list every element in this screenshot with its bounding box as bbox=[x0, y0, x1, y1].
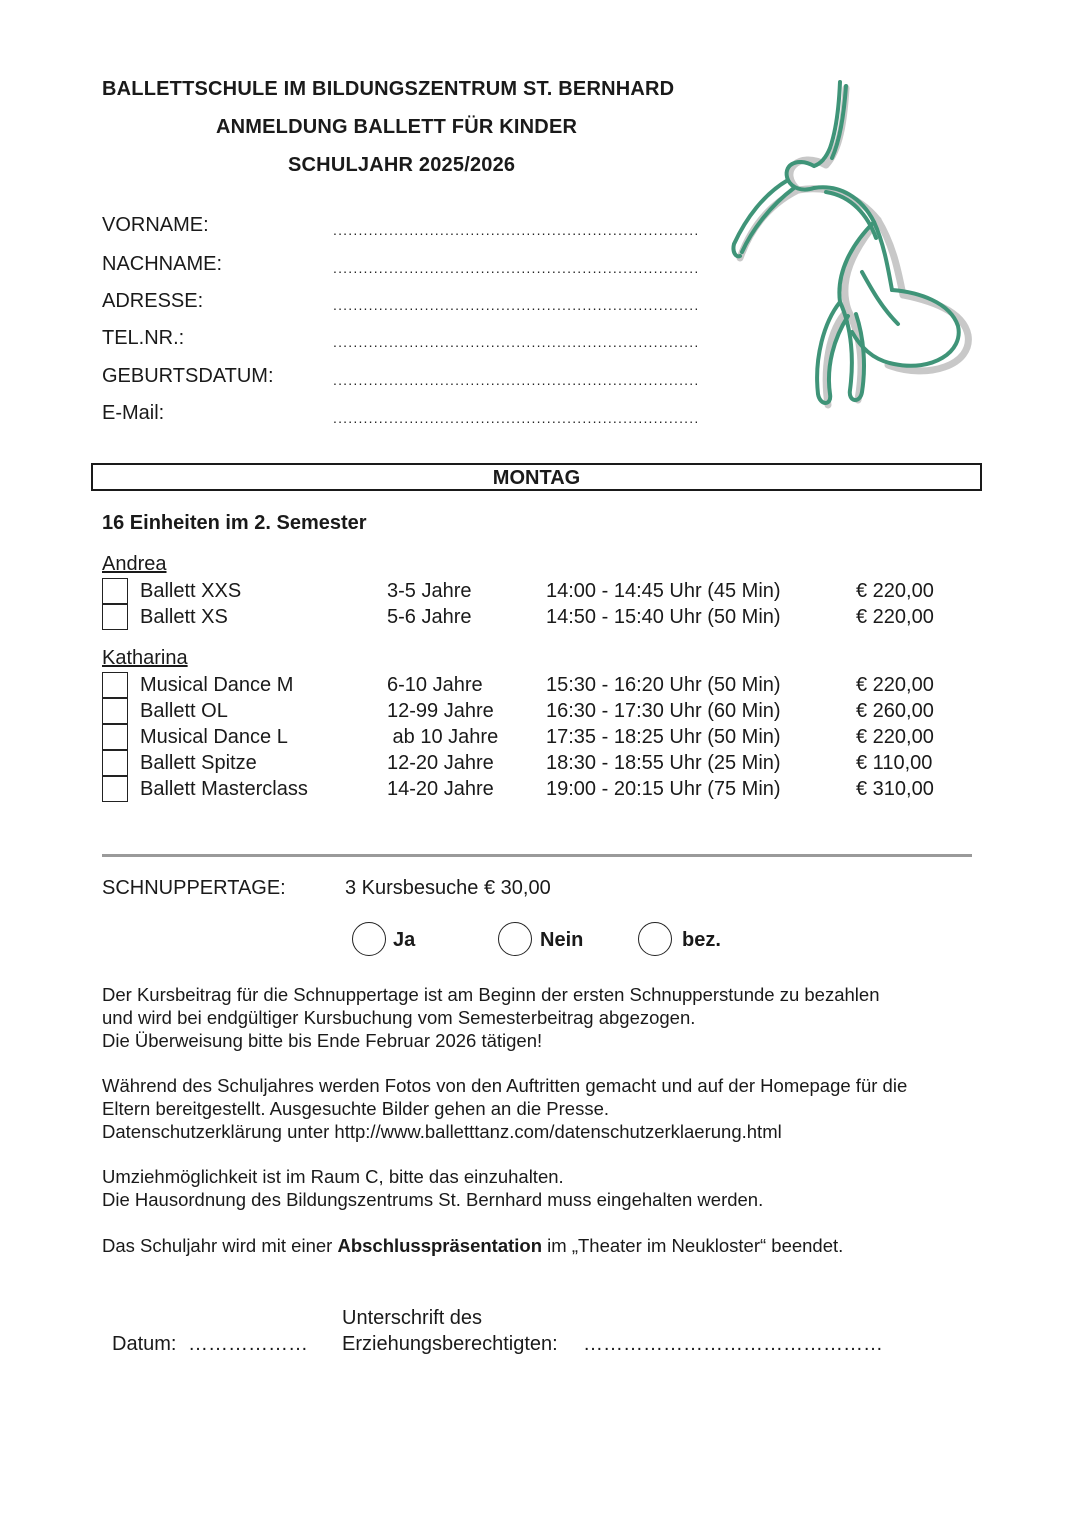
house-rules-paragraph bbox=[102, 1165, 763, 1211]
signature-field[interactable]: ……………………………………… bbox=[583, 1333, 883, 1355]
lastname-label: NACHNAME: bbox=[102, 253, 223, 275]
course-row bbox=[102, 578, 962, 604]
header-school-year: SCHULJAHR 2025/2026 bbox=[288, 154, 516, 176]
course-name: Musical Dance M bbox=[140, 674, 294, 696]
radio-bezahlt-label: bez. bbox=[682, 929, 721, 951]
course-name: Ballett XXS bbox=[140, 580, 242, 602]
text-line: Die Überweisung bitte bis Ende Februar 2026 tätigen! bbox=[102, 1030, 543, 1051]
birthdate-label: GEBURTSDATUM: bbox=[102, 365, 274, 387]
course-time: 17:35 - 18:25 Uhr (50 Min) bbox=[546, 726, 781, 748]
course-checkbox[interactable] bbox=[102, 578, 128, 604]
phone-field[interactable]: ........................................................................ bbox=[333, 334, 700, 350]
course-age: 6-10 Jahre bbox=[387, 674, 483, 696]
radio-ja[interactable] bbox=[352, 922, 386, 956]
text-segment: im „Theater im Neukloster“ beendet. bbox=[542, 1235, 844, 1256]
course-row bbox=[102, 698, 962, 724]
trial-offer: 3 Kursbesuche € 30,00 bbox=[345, 877, 551, 899]
course-row bbox=[102, 604, 962, 630]
text-segment: Das Schuljahr wird mit einer bbox=[102, 1235, 338, 1256]
course-checkbox[interactable] bbox=[102, 776, 128, 802]
course-age: 12-20 Jahre bbox=[387, 752, 494, 774]
course-checkbox[interactable] bbox=[102, 698, 128, 724]
day-header: MONTAG bbox=[91, 463, 982, 491]
course-price: € 220,00 bbox=[856, 726, 934, 748]
text-line: und wird bei endgültiger Kursbuchung vom Semesterbeitrag abgezogen. bbox=[102, 1007, 696, 1028]
date-label: Datum: bbox=[112, 1333, 177, 1355]
final-presentation-paragraph bbox=[102, 1234, 843, 1257]
course-age: 3-5 Jahre bbox=[387, 580, 472, 602]
course-age: 5-6 Jahre bbox=[387, 606, 472, 628]
header-form-title: ANMELDUNG BALLETT FÜR KINDER bbox=[216, 116, 578, 138]
dancer-logo-icon bbox=[722, 76, 982, 416]
course-time: 18:30 - 18:55 Uhr (25 Min) bbox=[546, 752, 781, 774]
radio-nein[interactable] bbox=[498, 922, 532, 956]
email-label: E-Mail: bbox=[102, 402, 165, 424]
section-divider bbox=[102, 854, 972, 857]
lastname-field[interactable]: ........................................................................ bbox=[333, 260, 700, 276]
teacher-andrea: Andrea bbox=[102, 553, 167, 575]
course-age: ab 10 Jahre bbox=[387, 726, 499, 748]
course-age: 12-99 Jahre bbox=[387, 700, 494, 722]
text-line: Während des Schuljahres werden Fotos von den Auftritten gemacht und auf der Homepage für die bbox=[102, 1075, 908, 1096]
course-price: € 110,00 bbox=[856, 752, 933, 774]
text-line: Die Hausordnung des Bildungszentrums St. Bernhard muss eingehalten werden. bbox=[102, 1189, 764, 1210]
course-price: € 220,00 bbox=[856, 580, 934, 602]
course-price: € 220,00 bbox=[856, 606, 934, 628]
text-bold-segment: Abschlusspräsentation bbox=[337, 1235, 543, 1256]
radio-bezahlt[interactable] bbox=[638, 922, 672, 956]
date-field[interactable]: ……………… bbox=[188, 1333, 308, 1355]
course-time: 14:00 - 14:45 Uhr (45 Min) bbox=[546, 580, 781, 602]
course-checkbox[interactable] bbox=[102, 724, 128, 750]
teacher-katharina: Katharina bbox=[102, 647, 188, 669]
course-row bbox=[102, 672, 962, 698]
header-school-name: BALLETTSCHULE IM BILDUNGSZENTRUM ST. BERNHARD bbox=[102, 78, 675, 100]
course-time: 15:30 - 16:20 Uhr (50 Min) bbox=[546, 674, 781, 696]
course-checkbox[interactable] bbox=[102, 672, 128, 698]
course-price: € 260,00 bbox=[856, 700, 934, 722]
course-row bbox=[102, 776, 962, 802]
email-field[interactable]: ........................................................................ bbox=[333, 410, 700, 426]
course-name: Ballett Spitze bbox=[140, 752, 257, 774]
course-name: Ballett XS bbox=[140, 606, 228, 628]
course-row bbox=[102, 750, 962, 776]
semester-note: 16 Einheiten im 2. Semester bbox=[102, 512, 367, 534]
trial-fee-paragraph bbox=[102, 983, 879, 1052]
phone-label: TEL.NR.: bbox=[102, 327, 185, 349]
privacy-link[interactable]: Datenschutzerklärung unter http://www.balletttanz.com/datenschutzerklaerung.html bbox=[102, 1121, 782, 1142]
course-price: € 220,00 bbox=[856, 674, 934, 696]
address-field[interactable]: ........................................................................ bbox=[333, 297, 700, 313]
text-line: Eltern bereitgestellt. Ausgesuchte Bilder gehen an die Presse. bbox=[102, 1098, 610, 1119]
course-checkbox[interactable] bbox=[102, 750, 128, 776]
address-label: ADRESSE: bbox=[102, 290, 204, 312]
text-line: Umziehmöglichkeit ist im Raum C, bitte das einzuhalten. bbox=[102, 1166, 564, 1187]
text-line: Der Kursbeitrag für die Schnuppertage ist am Beginn der ersten Schnupperstunde zu bezahlen bbox=[102, 984, 880, 1005]
signature-label-line1: Unterschrift des bbox=[342, 1307, 483, 1329]
course-price: € 310,00 bbox=[856, 778, 934, 800]
course-time: 19:00 - 20:15 Uhr (75 Min) bbox=[546, 778, 781, 800]
course-name: Ballett OL bbox=[140, 700, 228, 722]
course-row bbox=[102, 724, 962, 750]
radio-ja-label: Ja bbox=[393, 929, 416, 951]
course-time: 16:30 - 17:30 Uhr (60 Min) bbox=[546, 700, 781, 722]
course-time: 14:50 - 15:40 Uhr (50 Min) bbox=[546, 606, 781, 628]
signature-label-line2: Erziehungsberechtigten: bbox=[342, 1333, 558, 1355]
course-checkbox[interactable] bbox=[102, 604, 128, 630]
birthdate-field[interactable]: ........................................................................ bbox=[333, 372, 700, 388]
radio-nein-label: Nein bbox=[540, 929, 584, 951]
firstname-field[interactable]: ........................................................................ bbox=[333, 222, 700, 238]
trial-label: SCHNUPPERTAGE: bbox=[102, 877, 286, 899]
course-age: 14-20 Jahre bbox=[387, 778, 494, 800]
course-name: Ballett Masterclass bbox=[140, 778, 308, 800]
firstname-label: VORNAME: bbox=[102, 214, 209, 236]
photo-privacy-paragraph bbox=[102, 1074, 907, 1143]
course-name: Musical Dance L bbox=[140, 726, 288, 748]
